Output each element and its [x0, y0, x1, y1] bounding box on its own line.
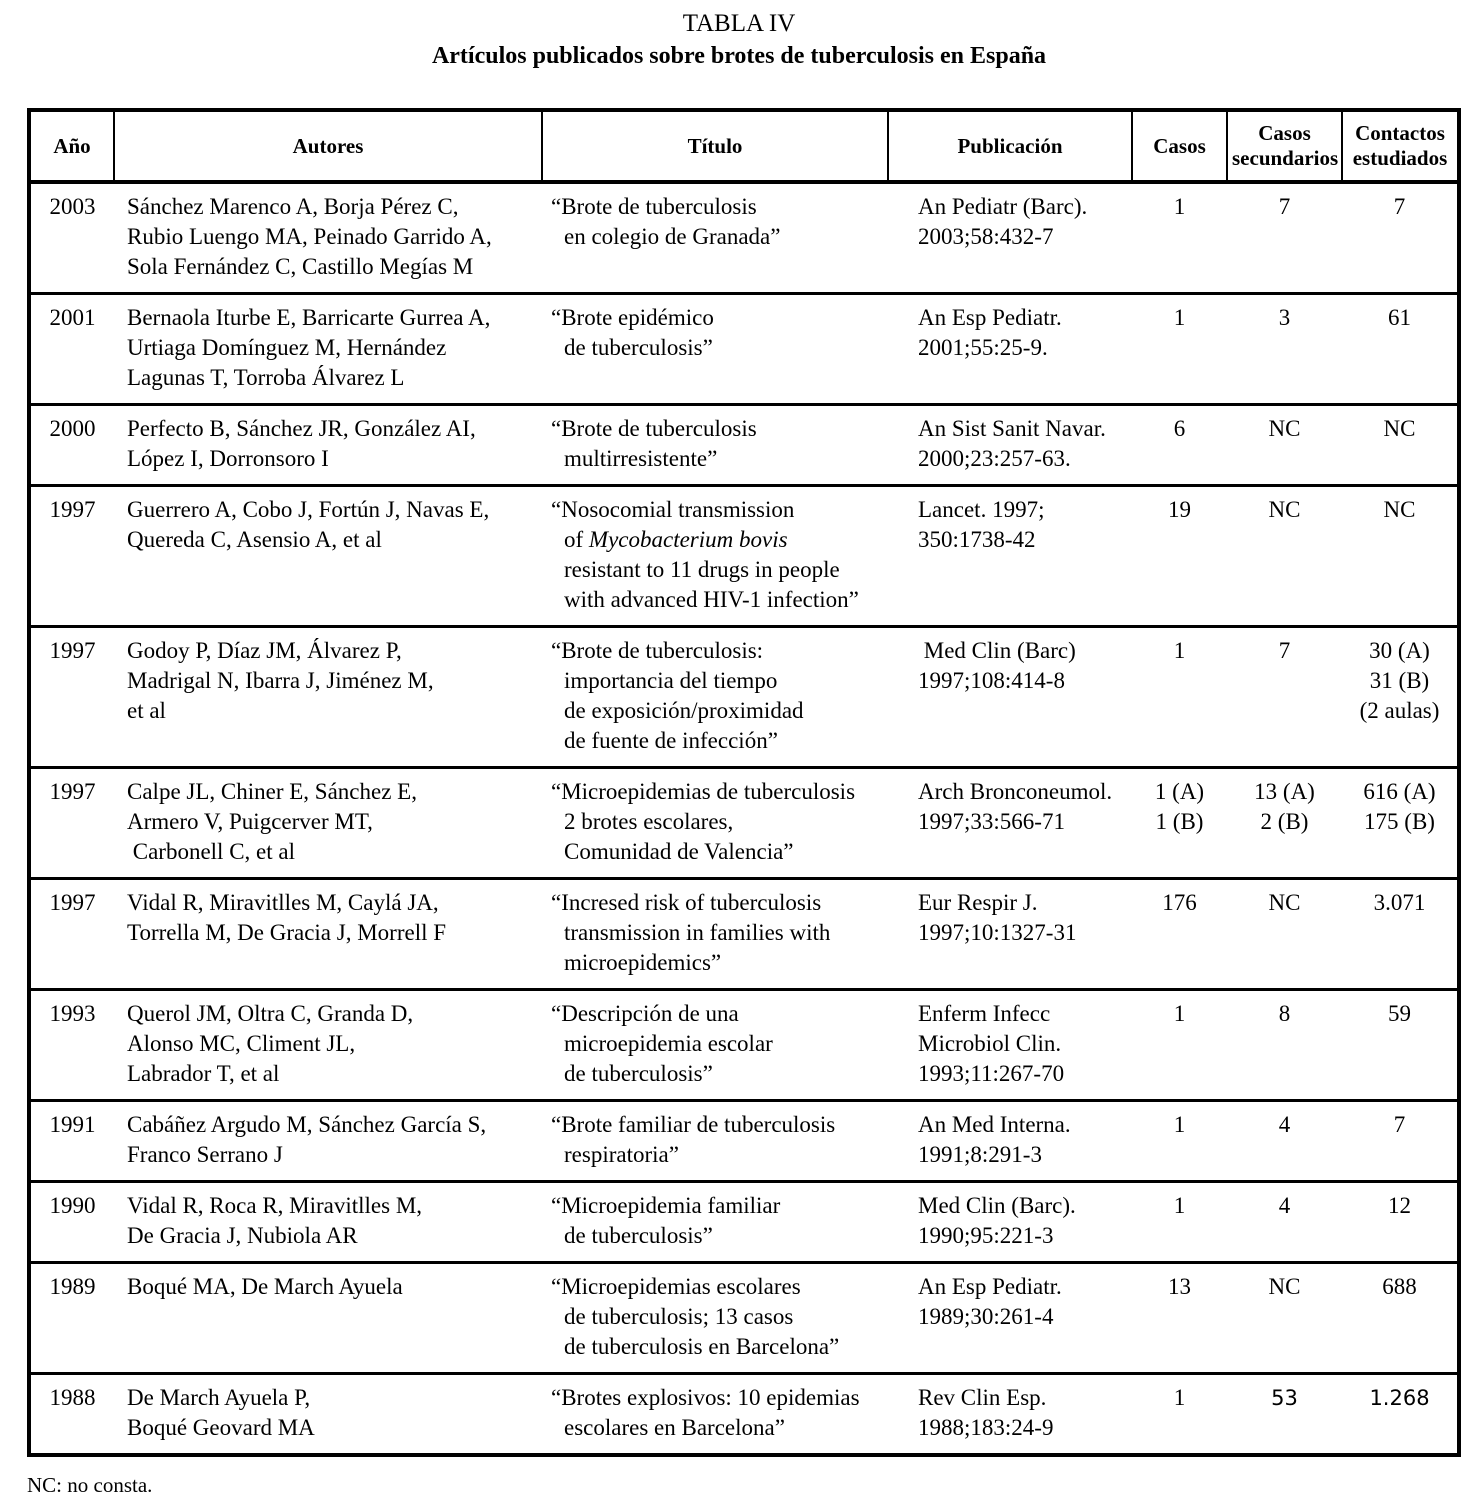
cell-year: 1997	[29, 879, 114, 990]
table-body	[29, 182, 1459, 1455]
cell-publication: Med Clin (Barc) 1997;108:414-8	[888, 627, 1132, 768]
cell-secondary-cases: 4	[1227, 1182, 1342, 1263]
cell-contacts: 30 (A) 31 (B) (2 aulas)	[1342, 627, 1459, 768]
column-header-year: Año	[29, 110, 114, 182]
cell-cases: 1	[1132, 182, 1227, 294]
cell-cases: 13	[1132, 1263, 1227, 1374]
cell-title: “Nosocomial transmission of Mycobacterium bovis resistant to 11 drugs in people with advanced HIV-1 infection”	[542, 486, 888, 627]
articles-table	[27, 108, 1461, 1457]
column-header-publication: Publicación	[888, 110, 1132, 182]
cell-contacts: 616 (A) 175 (B)	[1342, 768, 1459, 879]
cell-publication: An Sist Sanit Navar. 2000;23:257-63.	[888, 405, 1132, 486]
cell-contacts: 7	[1342, 1101, 1459, 1182]
cell-secondary-cases: NC	[1227, 879, 1342, 990]
cell-title: “Brote familiar de tuberculosis respiratoria”	[542, 1101, 888, 1182]
cell-contacts: 7	[1342, 182, 1459, 294]
cell-title: “Microepidemia familiar de tuberculosis”	[542, 1182, 888, 1263]
table-header	[29, 110, 1459, 182]
footnote: NC: no consta.	[27, 1473, 153, 1497]
cell-title: “Brote epidémico de tuberculosis”	[542, 294, 888, 405]
cell-authors: Guerrero A, Cobo J, Fortún J, Navas E, Quereda C, Asensio A, et al	[114, 486, 542, 627]
cell-authors: Bernaola Iturbe E, Barricarte Gurrea A, Urtiaga Domínguez M, Hernández Lagunas T, Torroba Álvarez L	[114, 294, 542, 405]
cell-title: “Brote de tuberculosis en colegio de Granada”	[542, 182, 888, 294]
cell-contacts: 3.071	[1342, 879, 1459, 990]
table-row	[29, 486, 1459, 627]
cell-cases: 1	[1132, 627, 1227, 768]
column-header-secondary-cases: Casos secundarios	[1227, 110, 1342, 182]
cell-authors: Calpe JL, Chiner E, Sánchez E, Armero V, Puigcerver MT, Carbonell C, et al	[114, 768, 542, 879]
cell-authors: Cabáñez Argudo M, Sánchez García S, Franco Serrano J	[114, 1101, 542, 1182]
cell-publication: An Esp Pediatr. 1989;30:261-4	[888, 1263, 1132, 1374]
cell-authors: Vidal R, Roca R, Miravitlles M, De Gracia J, Nubiola AR	[114, 1182, 542, 1263]
column-header-title: Título	[542, 110, 888, 182]
table-row	[29, 990, 1459, 1101]
table-row	[29, 768, 1459, 879]
cell-cases: 1	[1132, 990, 1227, 1101]
cell-year: 1993	[29, 990, 114, 1101]
cell-publication: Eur Respir J. 1997;10:1327-31	[888, 879, 1132, 990]
table-row	[29, 182, 1459, 294]
cell-publication: Arch Bronconeumol. 1997;33:566-71	[888, 768, 1132, 879]
cell-authors: De March Ayuela P, Boqué Geovard MA	[114, 1374, 542, 1456]
table-row	[29, 627, 1459, 768]
cell-secondary-cases: 7	[1227, 182, 1342, 294]
cell-contacts: 688	[1342, 1263, 1459, 1374]
cell-title: “Microepidemias escolares de tuberculosis; 13 casos de tuberculosis en Barcelona”	[542, 1263, 888, 1374]
cell-authors: Godoy P, Díaz JM, Álvarez P, Madrigal N, Ibarra J, Jiménez M, et al	[114, 627, 542, 768]
cell-cases: 1	[1132, 1374, 1227, 1456]
cell-publication: Med Clin (Barc). 1990;95:221-3	[888, 1182, 1132, 1263]
cell-secondary-cases: 4	[1227, 1101, 1342, 1182]
table-row	[29, 1182, 1459, 1263]
column-header-contacts: Contactos estudiados	[1342, 110, 1459, 182]
cell-contacts: 12	[1342, 1182, 1459, 1263]
cell-cases: 6	[1132, 405, 1227, 486]
cell-authors: Sánchez Marenco A, Borja Pérez C, Rubio Luengo MA, Peinado Garrido A, Sola Fernández C, Castillo Megías M	[114, 182, 542, 294]
table-row	[29, 1374, 1459, 1456]
cell-year: 1997	[29, 627, 114, 768]
cell-year: 2003	[29, 182, 114, 294]
table-title-heading: Artículos publicados sobre brotes de tuberculosis en España	[431, 43, 1047, 69]
cell-secondary-cases: NC	[1227, 405, 1342, 486]
cell-title: “Brote de tuberculosis: importancia del tiempo de exposición/proximidad de fuente de infección”	[542, 627, 888, 768]
cell-publication: Rev Clin Esp. 1988;183:24-9	[888, 1374, 1132, 1456]
cell-secondary-cases: 7	[1227, 627, 1342, 768]
cell-authors: Boqué MA, De March Ayuela	[114, 1263, 542, 1374]
cell-title: “Incresed risk of tuberculosis transmission in families with microepidemics”	[542, 879, 888, 990]
cell-year: 2000	[29, 405, 114, 486]
cell-year: 2001	[29, 294, 114, 405]
cell-title: “Microepidemias de tuberculosis 2 brotes escolares, Comunidad de Valencia”	[542, 768, 888, 879]
table-number-heading: TABLA IV	[682, 10, 796, 37]
cell-contacts: 1.268	[1342, 1374, 1459, 1456]
cell-title: “Brotes explosivos: 10 epidemias escolares en Barcelona”	[542, 1374, 888, 1456]
cell-year: 1997	[29, 768, 114, 879]
cell-authors: Perfecto B, Sánchez JR, González AI, López I, Dorronsoro I	[114, 405, 542, 486]
cell-title: “Brote de tuberculosis multirresistente”	[542, 405, 888, 486]
cell-publication: An Esp Pediatr. 2001;55:25-9.	[888, 294, 1132, 405]
cell-contacts: 59	[1342, 990, 1459, 1101]
cell-publication: An Med Interna. 1991;8:291-3	[888, 1101, 1132, 1182]
cell-secondary-cases: 3	[1227, 294, 1342, 405]
cell-authors: Querol JM, Oltra C, Granda D, Alonso MC, Climent JL, Labrador T, et al	[114, 990, 542, 1101]
cell-secondary-cases: 53	[1227, 1374, 1342, 1456]
cell-contacts: NC	[1342, 405, 1459, 486]
cell-title: “Descripción de una microepidemia escolar de tuberculosis”	[542, 990, 888, 1101]
cell-publication: An Pediatr (Barc). 2003;58:432-7	[888, 182, 1132, 294]
cell-cases: 1	[1132, 294, 1227, 405]
cell-year: 1991	[29, 1101, 114, 1182]
table-row	[29, 405, 1459, 486]
cell-secondary-cases: NC	[1227, 486, 1342, 627]
cell-publication: Lancet. 1997; 350:1738-42	[888, 486, 1132, 627]
table-row	[29, 1263, 1459, 1374]
column-header-cases: Casos	[1132, 110, 1227, 182]
cell-cases: 1	[1132, 1101, 1227, 1182]
table-row	[29, 1101, 1459, 1182]
column-header-authors: Autores	[114, 110, 542, 182]
cell-year: 1990	[29, 1182, 114, 1263]
cell-cases: 19	[1132, 486, 1227, 627]
cell-year: 1997	[29, 486, 114, 627]
table-row	[29, 294, 1459, 405]
table-row	[29, 879, 1459, 990]
cell-authors: Vidal R, Miravitlles M, Caylá JA, Torrella M, De Gracia J, Morrell F	[114, 879, 542, 990]
cell-secondary-cases: 8	[1227, 990, 1342, 1101]
cell-publication: Enferm Infecc Microbiol Clin. 1993;11:267-70	[888, 990, 1132, 1101]
cell-contacts: NC	[1342, 486, 1459, 627]
cell-cases: 1	[1132, 1182, 1227, 1263]
cell-year: 1989	[29, 1263, 114, 1374]
cell-year: 1988	[29, 1374, 114, 1456]
cell-secondary-cases: 13 (A) 2 (B)	[1227, 768, 1342, 879]
cell-secondary-cases: NC	[1227, 1263, 1342, 1374]
cell-cases: 176	[1132, 879, 1227, 990]
cell-contacts: 61	[1342, 294, 1459, 405]
cell-cases: 1 (A) 1 (B)	[1132, 768, 1227, 879]
